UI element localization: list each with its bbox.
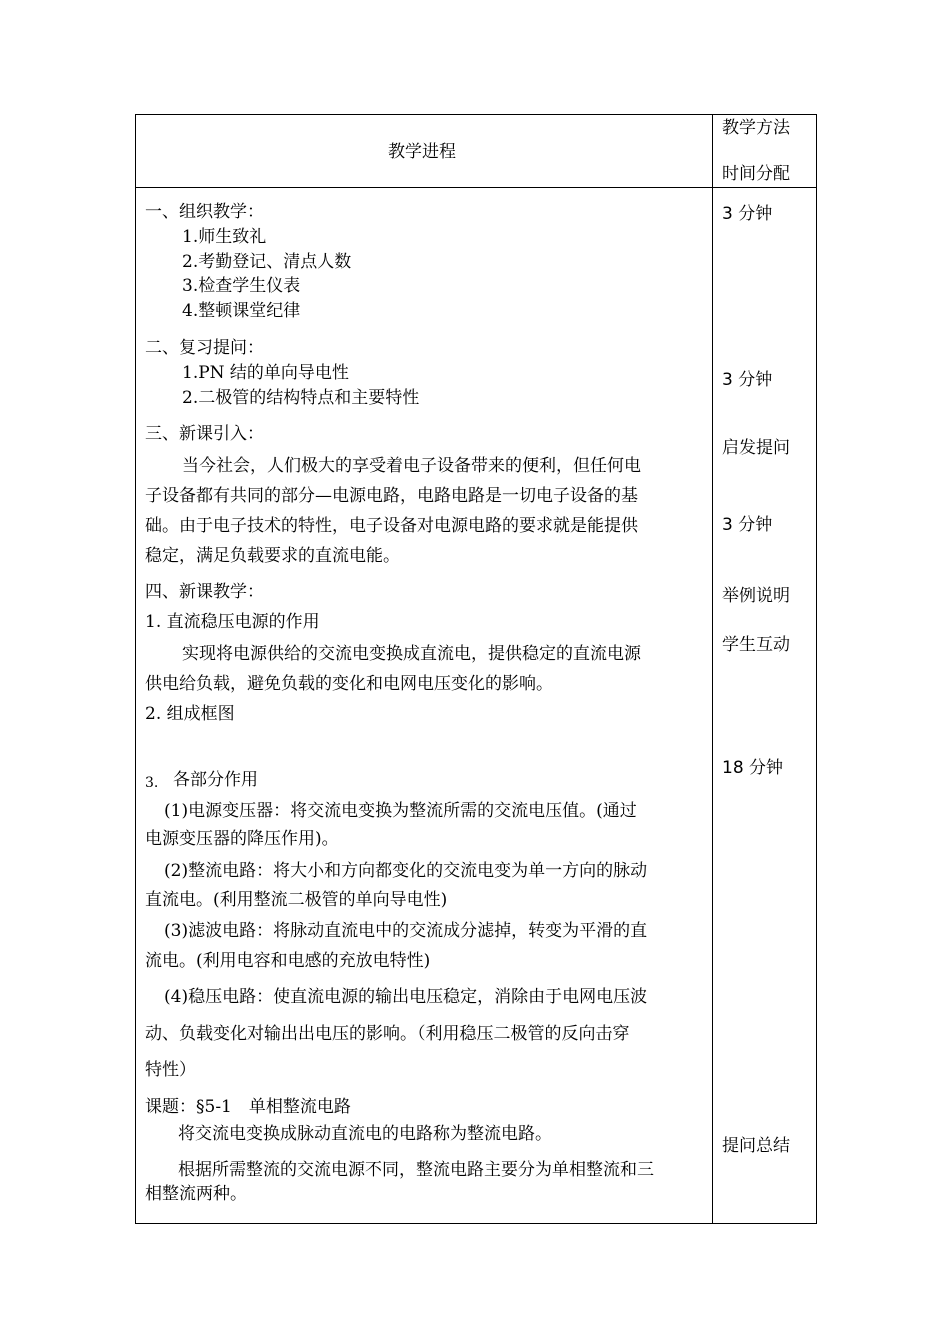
section4-item1-line-1: (1)电源变压器：将交流电变换为整流所需的交流电压值。(通过: [164, 801, 637, 821]
section1-item-3: 3.检查学生仪表: [182, 276, 301, 296]
header-time: 时间分配: [722, 164, 790, 184]
section1-item-2: 2.考勤登记、清点人数: [182, 252, 352, 272]
header-progress: 教学进程: [388, 142, 456, 162]
section3-title: 三、新课引入：: [145, 424, 264, 444]
section5-para2-line-2: 相整流两种。: [145, 1184, 247, 1204]
section4-part3-title: 各部分作用: [173, 770, 258, 790]
section1-item-4: 4.整顿课堂纪律: [182, 301, 301, 321]
section4-item3-line-1: (3)滤波电路：将脉动直流电中的交流成分滤掉，转变为平滑的直: [164, 921, 648, 941]
table-border-right: [816, 114, 817, 1224]
side-method-3: 学生互动: [722, 635, 790, 655]
table-border-left: [135, 114, 136, 1224]
section3-para-line-1: 当今社会，人们极大的享受着电子设备带来的便利，但任何电: [182, 456, 641, 476]
side-time-1: 3 分钟: [722, 204, 773, 224]
section1-item-1: 1.师生致礼: [182, 227, 267, 247]
section4-part1-title: 1. 直流稳压电源的作用: [145, 612, 320, 632]
section4-part1-line-1: 实现将电源供给的交流电变换成直流电，提供稳定的直流电源: [182, 644, 641, 664]
side-time-3: 3 分钟: [722, 515, 773, 535]
section2-item-1: 1.PN 结的单向导电性: [182, 363, 349, 383]
section3-para-line-4: 稳定，满足负载要求的直流电能。: [145, 546, 400, 566]
section4-item2-line-2: 直流电。(利用整流二极管的单向导电性): [145, 890, 448, 910]
table-border-top: [135, 114, 817, 115]
header-method: 教学方法: [722, 118, 790, 138]
table-column-divider: [712, 114, 713, 1224]
table-border-bottom: [135, 1223, 817, 1224]
section1-title: 一、组织教学：: [145, 202, 264, 222]
section4-part1-line-2: 供电给负载，避免负载的变化和电网电压变化的影响。: [145, 674, 553, 694]
section5-para2-line-1: 根据所需整流的交流电源不同，整流电路主要分为单相整流和三: [178, 1160, 654, 1180]
side-time-4: 18 分钟: [722, 758, 784, 778]
table-header-divider: [135, 187, 817, 188]
side-method-4: 提问总结: [722, 1136, 790, 1156]
section4-item2-line-1: (2)整流电路：将大小和方向都变化的交流电变为单一方向的脉动: [164, 861, 648, 881]
section4-item3-line-2: 流电。(利用电容和电感的充放电特性): [145, 951, 431, 971]
side-time-2: 3 分钟: [722, 370, 773, 390]
section3-para-line-2: 子设备都有共同的部分—电源电路，电路电路是一切电子设备的基: [145, 486, 638, 506]
side-method-1: 启发提问: [722, 438, 790, 458]
section3-para-line-3: 础。由于电子技术的特性，电子设备对电源电路的要求就是能提供: [145, 516, 638, 536]
section4-part3-number: 3.: [145, 775, 159, 791]
section2-title: 二、复习提问：: [145, 338, 264, 358]
section5-para1: 将交流电变换成脉动直流电的电路称为整流电路。: [178, 1124, 552, 1144]
side-method-2: 举例说明: [722, 586, 790, 606]
section5-title: 课题：§5-1 单相整流电路: [145, 1097, 351, 1117]
section4-part2-title: 2. 组成框图: [145, 704, 235, 724]
section4-title: 四、新课教学：: [145, 582, 264, 602]
section4-item4-line-3: 特性）: [145, 1060, 196, 1080]
section4-item4-line-2: 动、负载变化对输出出电压的影响。（利用稳压二极管的反向击穿: [145, 1024, 630, 1044]
section4-item4-line-1: (4)稳压电路：使直流电源的输出电压稳定，消除由于电网电压波: [164, 987, 648, 1007]
section4-item1-line-2: 电源变压器的降压作用)。: [145, 829, 339, 849]
section2-item-2: 2.二极管的结构特点和主要特性: [182, 388, 420, 408]
